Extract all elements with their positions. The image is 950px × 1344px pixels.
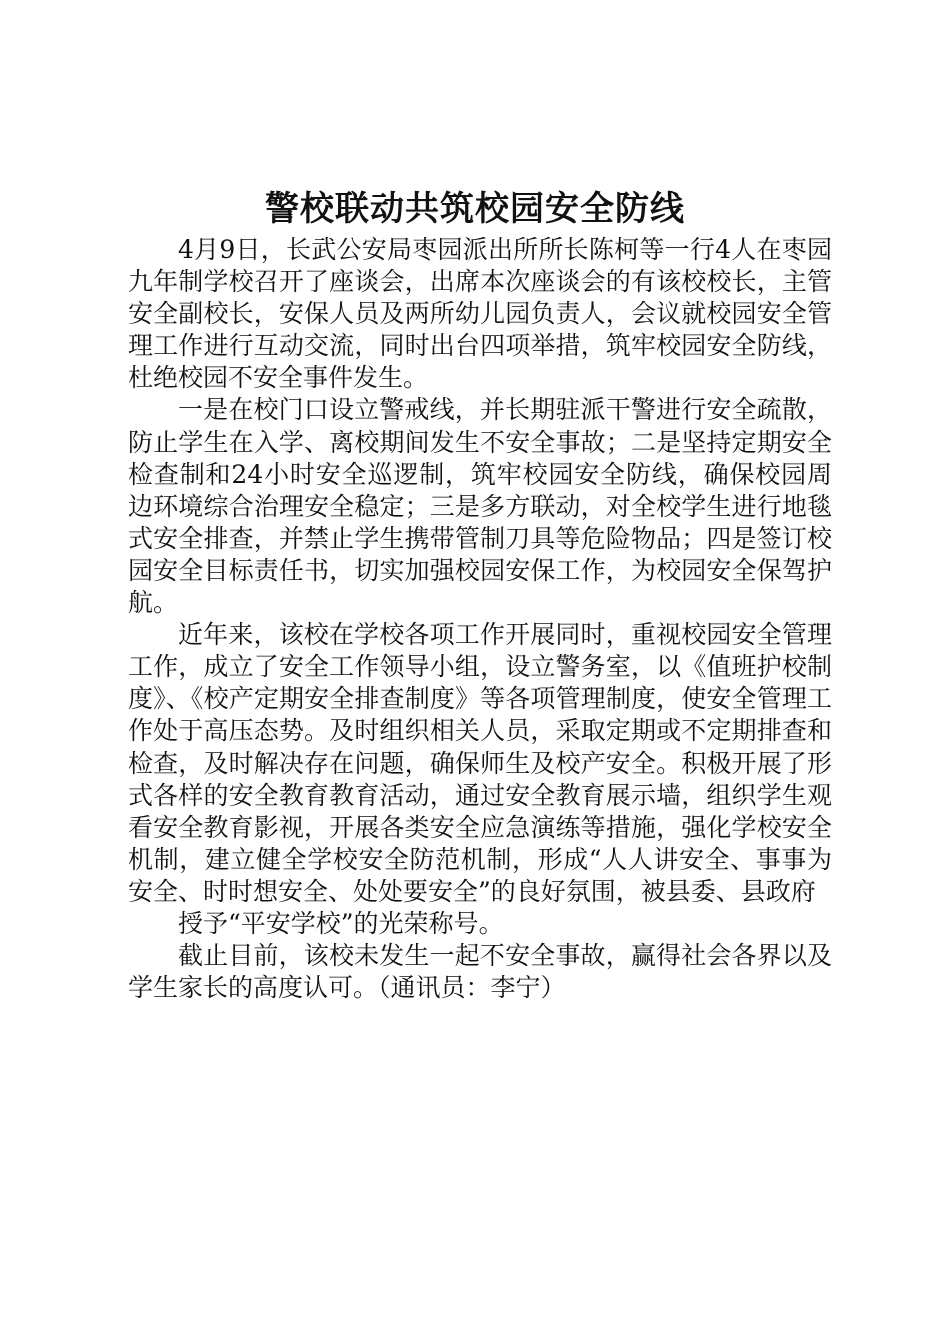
paragraph-meeting: 4月9日，长武公安局枣园派出所所长陈柯等一行4人在枣园九年制学校召开了座谈会，出席本次座谈会的有该校校长，主管安全副校长，安保人员及两所幼儿园负责人，会议就校园安全管理工作进行互动交流，同时出台四项举措，筑牢校园安全防线，杜绝校园不安全事件发生。	[128, 235, 832, 393]
document-title: 警校联动共筑校园安全防线	[265, 189, 685, 229]
paragraph-honor: 授予“平安学校”的光荣称号。	[178, 908, 504, 938]
document-body	[128, 234, 832, 1004]
paragraph-measures: 一是在校门口设立警戒线，并长期驻派干警进行安全疏散，防止学生在入学、离校期间发生不安全事故；二是坚持定期安全检查制和24小时安全巡逻制，筑牢校园安全防线，确保校园周边环境综合治理安全稳定；三是多方联动，对全校学生进行地毯式安全排查，并禁止学生携带管制刀具等危险物品；四是签订校园安全目标责任书，切实加强校园安保工作，为校园安全保驾护航。	[128, 395, 832, 618]
paragraph-recent-work: 近年来，该校在学校各项工作开展同时，重视校园安全管理工作，成立了安全工作领导小组，设立警务室，以《值班护校制度》、《校产定期安全排查制度》等各项管理制度，使安全管理工作处于高压态势。及时组织相关人员，采取定期或不定期排查和检查，及时解决存在问题，确保师生及校产安全。积极开展了形式各样的安全教育教育活动，通过安全教育展示墙，组织学生观看安全教育影视，开展各类安全应急演练等措施，强化学校安全机制，建立健全学校安全防范机制，形成“人人讲安全、事事为安全、时时想安全、处处要安全”的良好氛围，被县委、县政府	[128, 620, 832, 906]
paragraph-conclusion: 截止目前，该校未发生一起不安全事故，赢得社会各界以及学生家长的高度认可。（通讯员：李宁）	[128, 941, 832, 1003]
